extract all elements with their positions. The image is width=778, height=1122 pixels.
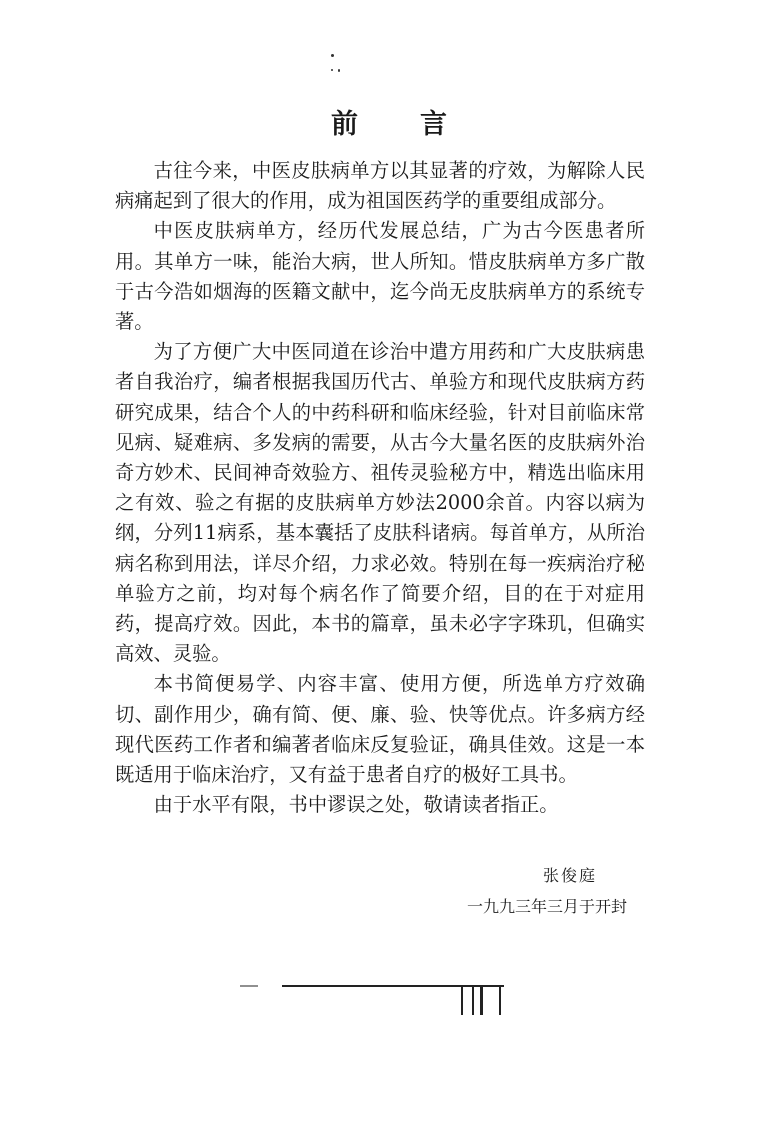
scan-speck [331, 69, 333, 71]
preface-body [115, 156, 645, 820]
paragraph-5: 由于水平有限，书中谬误之处，敬请读者指正。 [153, 793, 559, 817]
paragraph-4: 本书简便易学、内容丰富、使用方便，所选单方疗效确切、副作用少，确有简、便、廉、验、快等优点。许多病方经现代医药工作者和编著者临床反复验证，确具佳效。这是一本既适用于临床治疗，又有益于患者自疗的极好工具书。 [115, 672, 645, 787]
title-char-1: 前 [331, 109, 358, 140]
author-signature: 张俊庭 [543, 866, 598, 885]
paragraph-1: 古往今来，中医皮肤病单方以其显著的疗效，为解除人民病痛起到了很大的作用，成为祖国医药学的重要组成部分。 [115, 159, 645, 213]
numeral-stroke [461, 985, 463, 1015]
date-place: 一九九三年三月于开封 [467, 897, 628, 916]
paragraph-2: 中医皮肤病单方，经历代发展总结，广为古今医患者所用。其单方一味，能治大病，世人所知。惜皮肤病单方多广散于古今浩如烟海的医籍文献中，迄今尚无皮肤病单方的系统专著。 [115, 219, 645, 334]
numeral-stroke [472, 985, 474, 1015]
page-title [0, 102, 778, 141]
numeral-stroke [499, 985, 501, 1015]
scan-speck [331, 54, 334, 57]
paragraph-3: 为了方便广大中医同道在诊治中遣方用药和广大皮肤病患者自我治疗，编者根据我国历代古、单验方和现代皮肤病方药研究成果，结合个人的中药科研和临床经验，针对目前临床常见病、疑难病、多发病的需要，从古今大量名医的皮肤病外治奇方妙术、民间神奇效验方、祖传灵验秘方中，精选出临床用之有效、验之有据的皮肤病单方妙法2000余首。内容以病为纲，分列11病系，基本囊括了皮肤科诸病。每首单方，从所治病名称到用法，详尽介绍，力求必效。特别在每一疾病治疗秘单验方之前，均对每个病名作了简要介绍，目的在于对症用药，提高疗效。因此，本书的篇章，虽未必字字珠玑，但确实高效、灵验。 [115, 340, 645, 666]
scan-speck [338, 69, 340, 72]
title-char-2: 言 [420, 109, 447, 140]
numeral-stroke [480, 985, 483, 1015]
